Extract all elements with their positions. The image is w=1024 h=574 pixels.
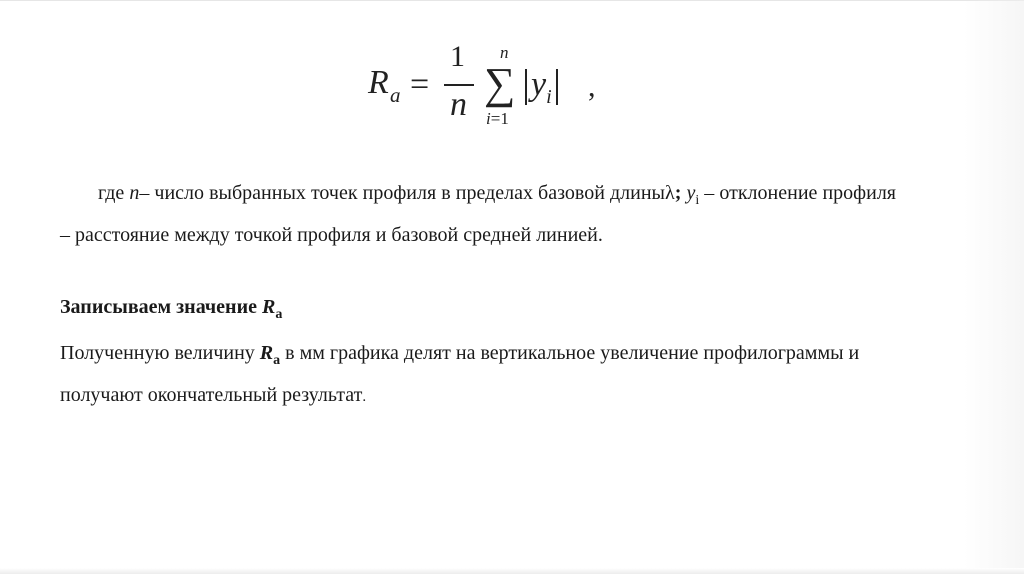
formula-r-symbol: R <box>368 64 389 101</box>
para1-text-deviation: – отклонение профиля – расстояние между точкой профиля и базовой средней линией. <box>60 182 897 246</box>
ra-formula <box>366 40 616 130</box>
formula-absolute-value <box>521 66 562 108</box>
formula-sum-lower-limit <box>486 110 509 127</box>
heading-text: Записываем значение <box>60 296 262 318</box>
slide-side-shade <box>964 0 1024 574</box>
para1-semicolon: ; <box>674 182 682 204</box>
formula-denominator: n <box>450 86 467 123</box>
para1-lambda-symbol: λ <box>664 182 675 204</box>
formula-lower-index: i <box>486 109 491 128</box>
result-paragraph <box>60 336 920 415</box>
slide-top-border <box>0 0 1024 1</box>
formula-abs-left-bar <box>525 69 527 105</box>
formula-sum-upper-limit: n <box>500 43 509 62</box>
formula-equals-sign: = <box>410 66 430 103</box>
formula-comma: , <box>588 70 596 103</box>
formula-abs-right-bar <box>556 69 558 105</box>
para1-y-variable: y <box>686 182 696 204</box>
definition-paragraph <box>60 176 896 253</box>
para2-text-body: в мм графика делят на вертикальное увеличение профилограммы и получают окончательный результат <box>60 342 860 406</box>
formula-lower-start: =1 <box>490 109 509 128</box>
para1-text-points: – число выбранных точек профиля в пределах базовой длины <box>139 182 665 204</box>
para2-r-subscript: a <box>273 353 281 368</box>
para1-y-subscript: i <box>695 193 700 208</box>
para2-r-symbol: R <box>259 342 274 364</box>
formula-numerator: 1 <box>450 40 465 73</box>
formula-summand-y: y <box>531 66 547 103</box>
heading-r-symbol: R <box>261 296 276 318</box>
para2-period: . <box>362 389 367 405</box>
para1-n-variable: n <box>129 182 140 204</box>
para2-text-start: Полученную величину <box>60 342 260 364</box>
formula-r-subscript: a <box>390 83 401 107</box>
para1-text-start: где <box>98 182 130 204</box>
heading-r-subscript: a <box>275 307 283 322</box>
slide-bottom-shadow <box>0 568 1024 574</box>
formula-summand-subscript: i <box>546 86 552 108</box>
formula-sigma-symbol: ∑ <box>484 59 516 108</box>
record-ra-heading <box>60 292 282 330</box>
